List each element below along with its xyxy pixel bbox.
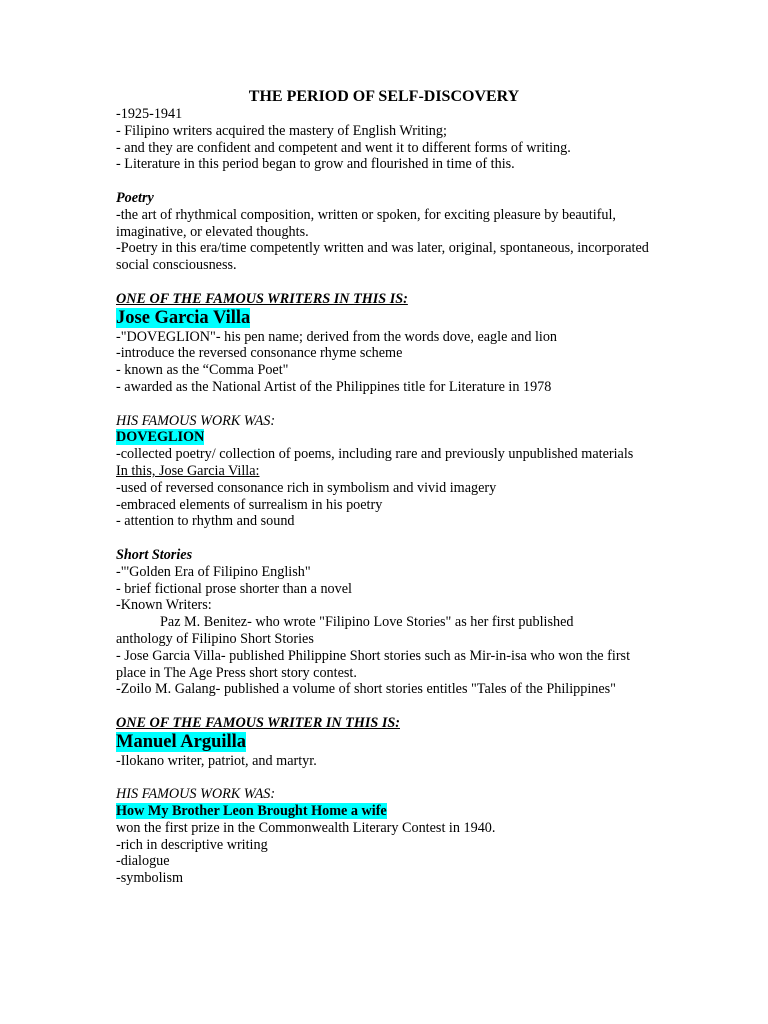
short-stories-work-heading: HIS FAMOUS WORK WAS:	[116, 786, 276, 803]
document-page	[116, 88, 656, 887]
document-title: THE PERIOD OF SELF-DISCOVERY	[248, 88, 520, 105]
poetry-heading: Poetry	[116, 189, 154, 206]
work-point: - attention to rhythm and sound	[116, 513, 295, 530]
short-stories-point: - brief fictional prose shorter than a novel	[116, 580, 352, 597]
short-stories-point: -"'Golden Era of Filipino English"	[116, 563, 311, 580]
short-stories-work-title: How My Brother Leon Brought Home a wife	[116, 803, 387, 820]
writer-fact: - known as the “Comma Poet"	[116, 362, 289, 379]
poetry-writer-name: Jose Garcia Villa	[116, 307, 251, 328]
work-point: -embraced elements of surrealism in his poetry	[116, 496, 383, 513]
intro-line: -1925-1941	[116, 106, 183, 122]
poetry-definition: -the art of rhythmical composition, written or spoken, for exciting pleasure by beautiful, imaginative, or elevated thoughts.	[116, 206, 616, 240]
short-stories-heading: Short Stories	[116, 546, 193, 563]
poetry-work-heading: HIS FAMOUS WORK WAS:	[116, 412, 276, 429]
poetry-work-title: DOVEGLION	[116, 429, 205, 446]
work-point: -rich in descriptive writing	[116, 836, 268, 853]
writer-benitez-line1: Paz M. Benitez- who wrote "Filipino Love Stories" as her first published	[160, 614, 574, 631]
intro-line: - and they are confident and competent and went it to different forms of writing.	[116, 139, 571, 156]
poetry-work-desc: -collected poetry/ collection of poems, including rare and previously unpublished materials	[116, 446, 634, 463]
work-point: -dialogue	[116, 853, 170, 870]
writer-villa: - Jose Garcia Villa- published Philippine Short stories such as Mir-in-isa who won the first place in The Age Press short story contest.	[116, 647, 631, 681]
work-point: -symbolism	[116, 870, 184, 887]
poetry-writer-heading: ONE OF THE FAMOUS WRITERS IN THIS IS:	[116, 290, 408, 307]
writer-fact: -introduce the reversed consonance rhyme scheme	[116, 345, 403, 362]
short-stories-writer-name: Manuel Arguilla	[116, 731, 247, 752]
writer-benitez-line2: anthology of Filipino Short Stories	[116, 630, 314, 647]
work-point: -used of reversed consonance rich in symbolism and vivid imagery	[116, 479, 497, 496]
poetry-work-sub: In this, Jose Garcia Villa:	[116, 462, 260, 479]
writer-fact: - awarded as the National Artist of the Philippines title for Literature in 1978	[116, 378, 552, 395]
work-point: won the first prize in the Commonwealth Literary Contest in 1940.	[116, 819, 496, 836]
short-stories-writer-desc: -Ilokano writer, patriot, and martyr.	[116, 752, 317, 769]
poetry-note: -Poetry in this era/time competently written and was later, original, spontaneous, incorporated social consciousness.	[116, 240, 649, 274]
writer-galang: -Zoilo M. Galang- published a volume of short stories entitles "Tales of the Philippines"	[116, 681, 616, 698]
short-stories-point: -Known Writers:	[116, 597, 212, 614]
intro-line: - Literature in this period began to grow and flourished in time of this.	[116, 156, 515, 173]
writer-fact: -"DOVEGLION"- his pen name; derived from the words dove, eagle and lion	[116, 328, 558, 345]
intro-line: - Filipino writers acquired the mastery of English Writing;	[116, 122, 447, 139]
short-stories-writer-heading: ONE OF THE FAMOUS WRITER IN THIS IS:	[116, 714, 400, 731]
